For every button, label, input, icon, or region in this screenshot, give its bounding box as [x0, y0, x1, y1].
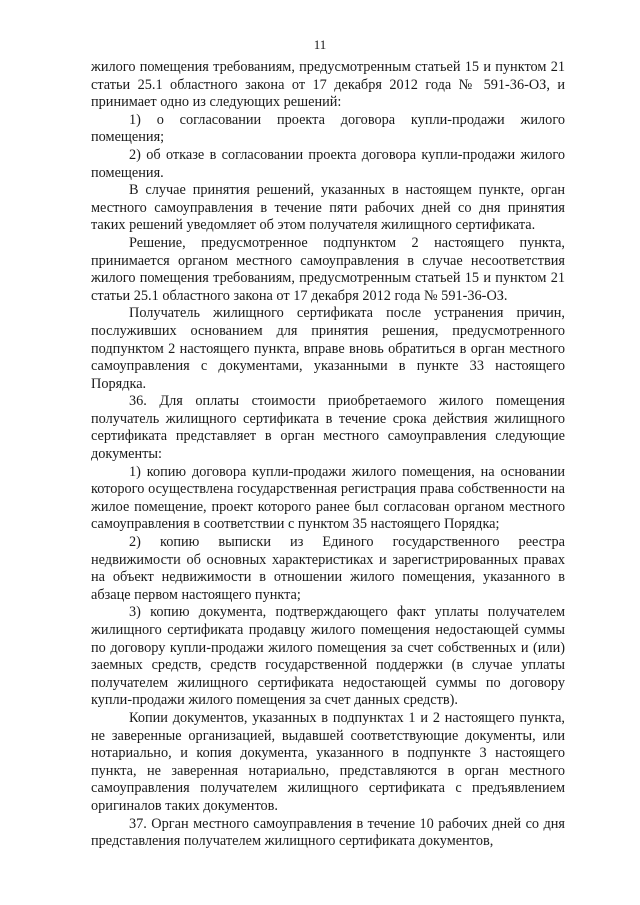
paragraph-reapplication: Получатель жилищного сертификата после устранения причин, послуживших основанием для принятия решения, предусмотренного подпунктом 2 настоящего пункта, вправе вновь обратиться в орган местного самоуправления с документами, указанными в пункте 33 настоящего Порядка.: [91, 305, 565, 392]
paragraph-notification: В случае принятия решений, указанных в настоящем пункте, орган местного самоуправления в течение пяти рабочих дней со дня принятия таких решений уведомляет об этом получателя жилищного сертификата.: [91, 182, 565, 234]
paragraph-refusal-basis: Решение, предусмотренное подпунктом 2 настоящего пункта, принимается органом местного самоуправления в случае несоответствия жилого помещения требованиям, предусмотренным статьей 15 и пунктом 21 статьи 25.1 областного закона от 17 декабря 2012 года № 591-36-ОЗ.: [91, 234, 565, 304]
paragraph-continuation: жилого помещения требованиям, предусмотренным статьей 15 и пунктом 21 статьи 25.1 областного закона от 17 декабря 2012 года № 591-36-ОЗ, и принимает одно из следующих решений:: [91, 59, 565, 111]
page-number: 11: [313, 37, 327, 52]
paragraph-clause-36: 36. Для оплаты стоимости приобретаемого жилого помещения получатель жилищного сертификата в течение срока действия жилищного сертификата представляет в орган местного самоуправления следующие документы:: [91, 393, 565, 463]
paragraph-clause-36-item-1: 1) копию договора купли-продажи жилого помещения, на основании которого осуществлена государственная регистрация права собственности на жилое помещение, проект которого ранее был согласован органом местного самоуправления в соответствии с пунктом 35 настоящего Порядка;: [91, 463, 565, 533]
paragraph-subitem-2: 2) об отказе в согласовании проекта договора купли-продажи жилого помещения.: [91, 146, 565, 181]
paragraph-subitem-1: 1) о согласовании проекта договора купли-продажи жилого помещения;: [91, 111, 565, 146]
document-body: [91, 59, 565, 851]
paragraph-clause-36-item-2: 2) копию выписки из Единого государственного реестра недвижимости об основных характеристиках и зарегистрированных правах на объект недвижимости в отношении жилого помещения, указанного в абзаце первом настоящего пункта;: [91, 534, 565, 603]
paragraph-clause-36-item-3: 3) копию документа, подтверждающего факт уплаты получателем жилищного сертификата продавцу жилого помещения недостающей суммы по договору купли-продажи жилого помещения за счет собственных и (или) заемных средств, средств государственной поддержки (в случае уплаты получателем жилищного сертификата недостающей суммы по договору купли-продажи жилого помещения за счет данных средств).: [91, 604, 565, 709]
paragraph-copies-certification: Копии документов, указанных в подпунктах 1 и 2 настоящего пункта, не заверенные организацией, выдавшей соответствующие документы, или нотариально, и копия документа, указанного в подпункте 3 настоящего пункта, не заверенная нотариально, представляются в орган местного самоуправления получателем жилищного сертификата с предъявлением оригиналов таких документов.: [91, 709, 565, 814]
paragraph-clause-37: 37. Орган местного самоуправления в течение 10 рабочих дней со дня представления получателем жилищного сертификата документов,: [91, 815, 565, 850]
